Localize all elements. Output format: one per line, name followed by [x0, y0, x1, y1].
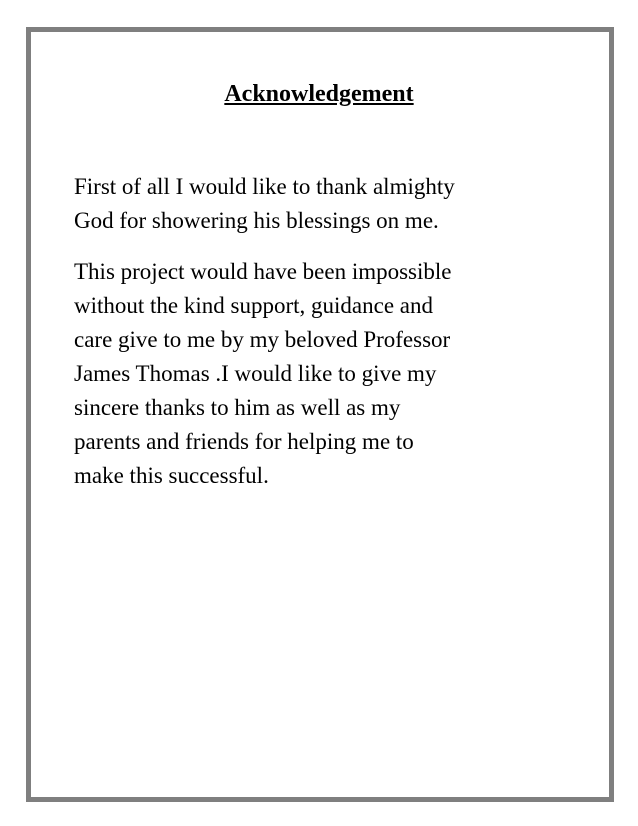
paragraph-line: make this successful. [74, 463, 269, 488]
paragraph-line: This project would have been impossible [74, 259, 452, 284]
paragraph-line: without the kind support, guidance and [74, 293, 433, 318]
paragraph-line: care give to me by my beloved Professor [74, 327, 451, 352]
paragraph-line: parents and friends for helping me to [74, 429, 414, 454]
paragraph-1 [74, 170, 574, 238]
page-title: Acknowledgement [224, 81, 414, 107]
paragraph-line: sincere thanks to him as well as my [74, 395, 401, 420]
paragraph-2 [74, 255, 574, 493]
paragraph-line: First of all I would like to thank almighty [74, 174, 455, 199]
paragraph-line: God for showering his blessings on me. [74, 208, 439, 233]
paragraph-line: James Thomas .I would like to give my [74, 361, 437, 386]
